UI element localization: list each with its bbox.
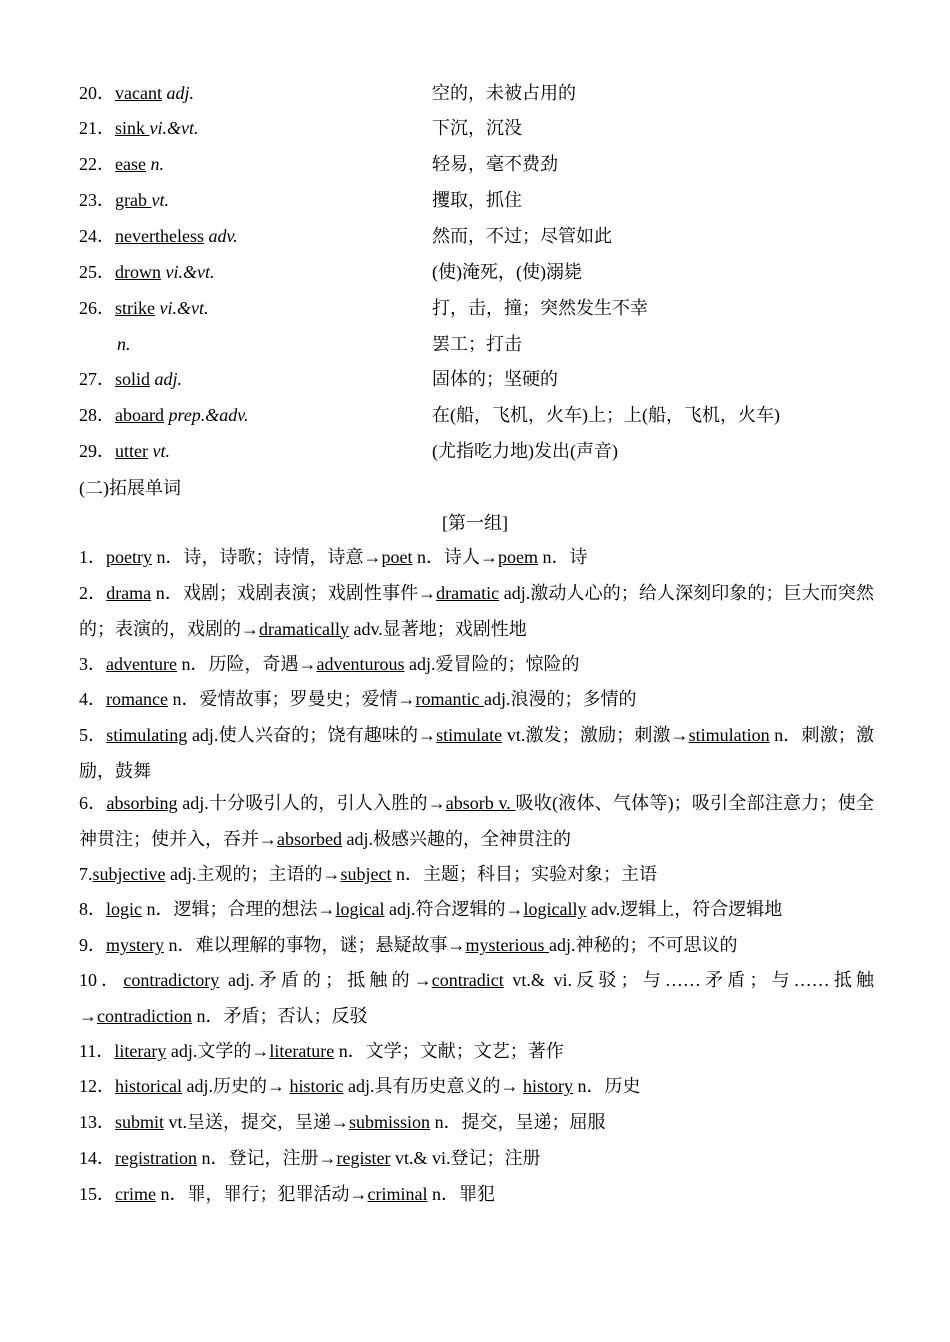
definition: vt.& vi.反驳；与……矛盾；与……抵触→ bbox=[79, 970, 874, 1026]
part-of-speech: prep.&adv. bbox=[163, 405, 249, 425]
vocab-word: solid bbox=[115, 369, 151, 389]
vocab-word: logically bbox=[523, 899, 587, 919]
item-number: 14． bbox=[79, 1148, 115, 1168]
vocab-word: historic bbox=[289, 1076, 344, 1096]
meaning: 轻易，毫不费劲 bbox=[432, 154, 558, 174]
item-number: 26． bbox=[79, 298, 115, 318]
definition: n．逻辑；合理的想法→ bbox=[142, 899, 336, 919]
meaning: 罢工；打击 bbox=[432, 334, 522, 354]
definition: adv.显著地；戏剧性地 bbox=[348, 618, 527, 639]
extended-word-entry bbox=[79, 718, 874, 789]
part-of-speech: adv. bbox=[203, 226, 238, 246]
definition: n．诗人→ bbox=[412, 547, 498, 567]
vocab-word: drama bbox=[106, 583, 152, 603]
vocab-word: literature bbox=[269, 1041, 335, 1061]
meaning: 空的，未被占用的 bbox=[432, 83, 576, 103]
extended-word-entry bbox=[79, 576, 874, 647]
item-number: 21． bbox=[79, 118, 115, 138]
extended-word-entry bbox=[79, 928, 874, 964]
vocab-row bbox=[79, 185, 879, 215]
vocab-word: poet bbox=[381, 547, 413, 567]
definition: adj.文学的→ bbox=[166, 1041, 270, 1061]
item-number: 6． bbox=[79, 793, 107, 813]
extended-word-entry bbox=[79, 1105, 874, 1141]
definition: 吸收(液体、气体等)；吸引全部注意力；使全神贯注；使并入，吞并→ bbox=[79, 793, 874, 849]
vocab-word: crime bbox=[115, 1184, 156, 1204]
item-number: 28． bbox=[79, 405, 115, 425]
vocab-row bbox=[79, 364, 879, 394]
extended-word-entry bbox=[79, 892, 874, 928]
extended-word-entry bbox=[79, 1069, 874, 1105]
vocab-word: submission bbox=[349, 1112, 431, 1132]
definition: n．罪，罪行；犯罪活动→ bbox=[155, 1184, 368, 1204]
definition: n．主题；科目；实验对象；主语 bbox=[391, 864, 657, 884]
extended-word-entry bbox=[79, 1141, 874, 1177]
vocab-word: register bbox=[336, 1148, 391, 1168]
meaning: 打，击，撞；突然发生不幸 bbox=[432, 298, 648, 318]
meaning: 在(船，飞机，火车)上；上(船，飞机，火车) bbox=[432, 405, 780, 425]
vocab-word: subjective bbox=[92, 864, 166, 884]
definition: n．难以理解的事物，谜；悬疑故事→ bbox=[164, 935, 466, 955]
item-number: 10． bbox=[79, 970, 124, 990]
vocab-word: mysterious bbox=[465, 935, 549, 955]
vocab-word: submit bbox=[115, 1112, 165, 1132]
vocab-word: registration bbox=[115, 1148, 197, 1168]
meaning: 然而，不过；尽管如此 bbox=[432, 226, 612, 246]
vocab-word: aboard bbox=[115, 405, 164, 425]
item-number: 12． bbox=[79, 1076, 115, 1096]
vocab-row bbox=[79, 257, 879, 287]
item-number: 7. bbox=[79, 864, 93, 884]
part-of-speech: adj. bbox=[161, 83, 194, 103]
vocab-word: absorbing bbox=[106, 793, 178, 813]
vocab-word: contradictory bbox=[123, 970, 220, 990]
vocab-word: absorb v. bbox=[445, 793, 516, 813]
vocab-word: history bbox=[522, 1076, 573, 1096]
meaning: 固体的；坚硬的 bbox=[432, 369, 558, 389]
definition: vt.& vi.登记；注册 bbox=[390, 1148, 541, 1168]
definition: adj.神秘的；不可思议的 bbox=[549, 935, 738, 955]
vocab-word: logical bbox=[335, 899, 385, 919]
meaning: (尤指吃力地)发出(声音) bbox=[432, 441, 618, 461]
definition: n．爱情故事；罗曼史；爱情→ bbox=[167, 689, 416, 709]
part-of-speech: vt. bbox=[148, 441, 170, 461]
item-number: 2． bbox=[79, 583, 107, 603]
definition: adj.浪漫的；多情的 bbox=[483, 689, 637, 709]
item-number: 15． bbox=[79, 1184, 115, 1204]
definition: adj.符合逻辑的→ bbox=[384, 899, 524, 919]
definition: adj.历史的→ bbox=[181, 1076, 290, 1096]
vocab-word: contradict bbox=[431, 970, 504, 990]
vocab-row bbox=[79, 78, 879, 108]
item-number: 27． bbox=[79, 369, 115, 389]
vocab-row bbox=[79, 329, 879, 359]
part-of-speech: vi.&vt. bbox=[149, 118, 199, 138]
vocab-word: logic bbox=[106, 899, 142, 919]
vocab-word: historical bbox=[115, 1076, 182, 1096]
definition: n．登记，注册→ bbox=[196, 1148, 337, 1168]
part-of-speech: vi.&vt. bbox=[155, 298, 209, 318]
vocab-word: grab bbox=[115, 190, 152, 210]
definition: n．诗，诗歌；诗情，诗意→ bbox=[151, 547, 382, 567]
item-number: 20． bbox=[79, 83, 115, 103]
extended-word-entry bbox=[79, 1034, 874, 1070]
vocab-word: poetry bbox=[106, 547, 152, 567]
definition: adj.十分吸引人的，引人入胜的→ bbox=[177, 793, 446, 813]
part-of-speech: n. bbox=[145, 154, 164, 174]
part-of-speech: n. bbox=[117, 334, 131, 354]
definition: n．文学；文献；文艺；著作 bbox=[334, 1041, 564, 1061]
definition: n．刺激；激励，鼓舞 bbox=[79, 725, 874, 781]
vocab-word: dramatic bbox=[436, 583, 500, 603]
part-of-speech: vi.&vt. bbox=[161, 262, 215, 282]
vocab-word: romance bbox=[106, 689, 168, 709]
definition: vt.激发；激励；刺激→ bbox=[502, 725, 689, 745]
definition: n．矛盾；否认；反驳 bbox=[191, 1005, 368, 1026]
part-of-speech: vt. bbox=[151, 190, 169, 210]
definition: adj.极感兴趣的，全神贯注的 bbox=[341, 828, 571, 849]
vocab-row bbox=[79, 400, 879, 430]
extended-word-entry bbox=[79, 786, 874, 857]
vocab-word: strike bbox=[115, 298, 155, 318]
extended-word-entry bbox=[79, 857, 874, 893]
definition: adv.逻辑上，符合逻辑地 bbox=[586, 899, 783, 919]
item-number: 8． bbox=[79, 899, 106, 919]
definition: n．罪犯 bbox=[427, 1184, 495, 1204]
meaning: 下沉，沉没 bbox=[432, 118, 522, 138]
extended-word-entry bbox=[79, 1177, 874, 1213]
item-number: 3． bbox=[79, 654, 106, 674]
vocab-word: romantic bbox=[415, 689, 484, 709]
item-number: 22． bbox=[79, 154, 115, 174]
vocab-row bbox=[79, 436, 879, 466]
vocab-word: criminal bbox=[367, 1184, 428, 1204]
item-number: 9． bbox=[79, 935, 106, 955]
vocab-word: utter bbox=[115, 441, 148, 461]
definition: n．历险，奇遇→ bbox=[176, 654, 317, 674]
definition: n．诗 bbox=[537, 547, 588, 567]
item-number: 5． bbox=[79, 725, 107, 745]
section-heading: (二)拓展单词 bbox=[79, 478, 181, 498]
part-of-speech: adj. bbox=[150, 369, 183, 389]
extended-word-entry bbox=[79, 682, 874, 718]
vocab-row bbox=[79, 293, 879, 323]
vocab-word: contradiction bbox=[97, 1005, 192, 1026]
vocab-word: poem bbox=[497, 547, 538, 567]
vocab-word: nevertheless bbox=[115, 226, 204, 246]
definition: n．提交，呈递；屈服 bbox=[430, 1112, 606, 1132]
extended-word-entry bbox=[79, 647, 874, 683]
vocab-row bbox=[79, 113, 879, 143]
vocab-word: literary bbox=[114, 1041, 167, 1061]
meaning: (使)淹死，(使)溺毙 bbox=[432, 262, 582, 282]
vocab-word: adventurous bbox=[316, 654, 405, 674]
vocab-row bbox=[79, 149, 879, 179]
vocab-word: mystery bbox=[106, 935, 164, 955]
vocab-word: drown bbox=[115, 262, 161, 282]
item-number: 29． bbox=[79, 441, 115, 461]
meaning: 攫取，抓住 bbox=[432, 190, 522, 210]
vocab-word: stimulation bbox=[688, 725, 770, 745]
definition: adj.主观的；主语的→ bbox=[165, 864, 341, 884]
definition: adj.爱冒险的；惊险的 bbox=[404, 654, 580, 674]
item-number: 11． bbox=[79, 1041, 115, 1061]
definition: n．历史 bbox=[573, 1076, 641, 1096]
vocab-word: vacant bbox=[115, 83, 162, 103]
vocab-word: stimulate bbox=[436, 725, 503, 745]
vocab-word: ease bbox=[115, 154, 146, 174]
vocab-word: subject bbox=[340, 864, 392, 884]
definition: adj.具有历史意义的→ bbox=[343, 1076, 523, 1096]
vocab-word: sink bbox=[115, 118, 150, 138]
definition: adj.使人兴奋的；饶有趣味的→ bbox=[187, 725, 437, 745]
item-number: 4． bbox=[79, 689, 106, 709]
vocab-word: dramatically bbox=[259, 618, 349, 639]
extended-word-entry bbox=[79, 963, 874, 1034]
item-number: 13． bbox=[79, 1112, 115, 1132]
vocab-row bbox=[79, 221, 879, 251]
vocab-word: stimulating bbox=[106, 725, 188, 745]
definition: n．戏剧；戏剧表演；戏剧性事件→ bbox=[151, 583, 437, 603]
definition: vt.呈送，提交，呈递→ bbox=[164, 1112, 350, 1132]
group-heading: [第一组] bbox=[442, 513, 508, 533]
vocab-word: adventure bbox=[106, 654, 177, 674]
extended-word-entry bbox=[79, 540, 874, 576]
item-number: 25． bbox=[79, 262, 115, 282]
item-number: 24． bbox=[79, 226, 115, 246]
item-number: 1． bbox=[79, 547, 106, 567]
definition: adj.激动人心的；给人深刻印象的；巨大而突然的；表演的，戏剧的→ bbox=[79, 583, 874, 639]
vocab-word: absorbed bbox=[277, 828, 342, 849]
definition: adj.矛盾的；抵触的→ bbox=[219, 970, 432, 990]
item-number: 23． bbox=[79, 190, 115, 210]
